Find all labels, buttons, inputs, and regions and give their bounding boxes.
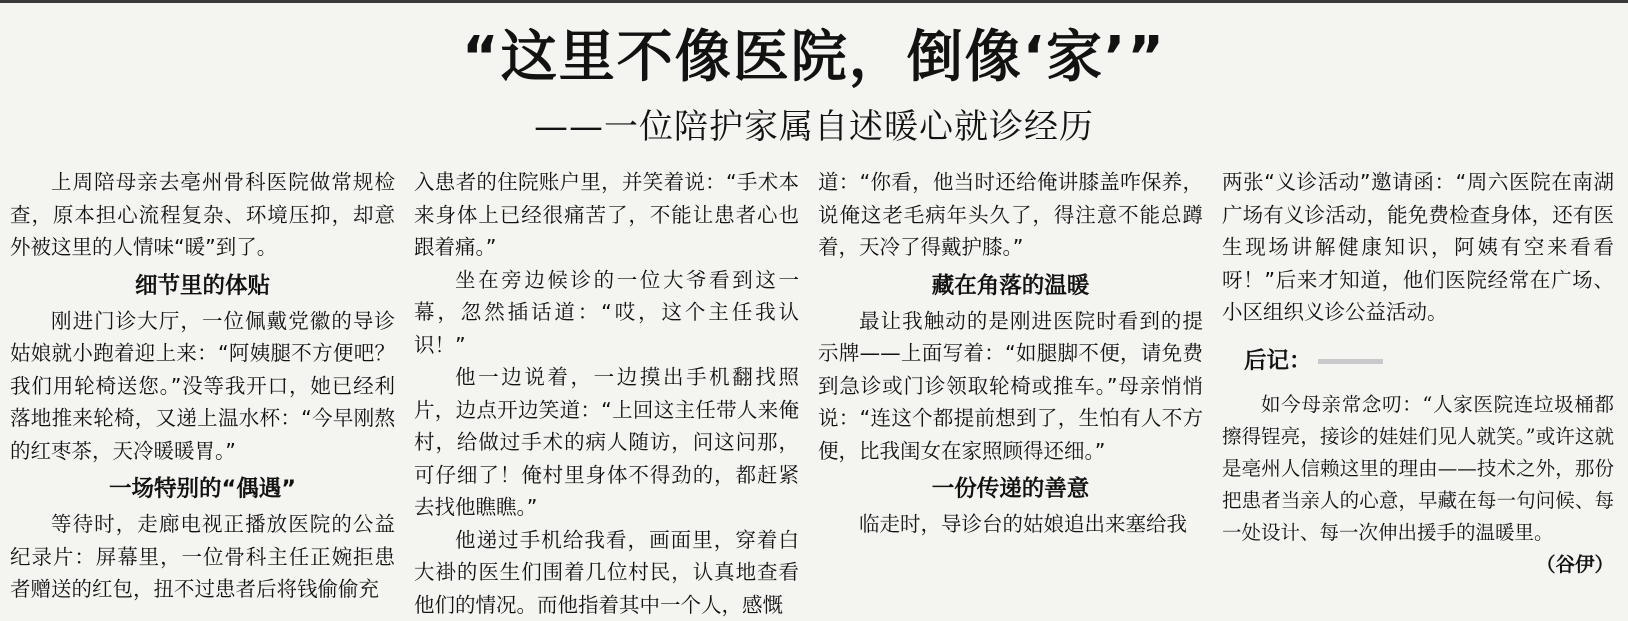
top-rule — [0, 0, 1628, 3]
section-heading: 藏在角落的温暖 — [818, 270, 1203, 302]
paragraph: 最让我触动的是刚进医院时看到的提示牌——上面写着：“如腿脚不便，请免费到急诊或门诊领取轮椅或推车。”母亲悄悄说：“连这个都提前想到了，生怕有人不方便，比我闺女在家照顾得还细。” — [818, 305, 1203, 468]
headline-title: “这里不像医院，倒像‘家’” — [0, 22, 1628, 94]
headline-subtitle: ——一位陪护家属自述暖心就诊经历 — [0, 105, 1628, 149]
paragraph: 两张“义诊活动”邀请函：“周六医院在南湖广场有义诊活动，能免费检查身体，还有医生现场讲解健康知识，阿姨有空来看看呀！”后来才知道，他们医院经常在广场、小区组织义诊公益活动。 — [1222, 166, 1614, 329]
article-column-2 — [414, 166, 799, 621]
paragraph: 上周陪母亲去亳州骨科医院做常规检查，原本担心流程复杂、环境压抑，却意外被这里的人情味“暖”到了。 — [10, 166, 395, 264]
redacted-mark — [1318, 359, 1383, 364]
article-column-3 — [818, 166, 1203, 541]
afterword-label: 后记： — [1244, 348, 1312, 374]
paragraph: 等待时，走廊电视正播放医院的公益纪录片：屏幕里，一位骨科主任正婉拒患者赠送的红包，扭不过患者后将钱偷偷充 — [10, 508, 395, 606]
section-heading: 一份传递的善意 — [818, 473, 1203, 505]
article-column-4 — [1222, 166, 1614, 581]
afterword-text: 如今母亲常念叨：“人家医院连垃圾桶都擦得锃亮，接诊的娃娃们见人就笑。”或许这就是亳州人信赖这里的理由——技术之外，那份把患者当亲人的心意，早藏在每一句问候、每一处设计、每一次伸出援手的温暖里。 — [1222, 393, 1614, 544]
paragraph: 入患者的住院账户里，并笑着说：“手术本来身体上已经很痛苦了，不能让患者心也跟着痛。” — [414, 166, 799, 264]
afterword-heading — [1244, 345, 1614, 377]
paragraph: 刚进门诊大厅，一位佩戴党徽的导诊姑娘就小跑着迎上来：“阿姨腿不方便吧？我们用轮椅送您。”没等我开口，她已经利落地推来轮椅，又递上温水杯：“今早刚熬的红枣茶，天冷暖暖胃。” — [10, 305, 395, 468]
afterword-paragraph — [1222, 389, 1614, 549]
article-column-1 — [10, 166, 395, 606]
section-heading: 细节里的体贴 — [10, 270, 395, 302]
paragraph: 他一边说着，一边摸出手机翻找照片，边点开边笑道：“上回这主任带人来俺村，给做过手术的病人随访，问这问那，可仔细了！俺村里身体不得劲的，都赶紧去找他瞧瞧。” — [414, 361, 799, 524]
paragraph: 他递过手机给我看，画面里，穿着白大褂的医生们围着几位村民，认真地查看他们的情况。而他指着其中一个人，感慨 — [414, 524, 799, 621]
paragraph: 道：“你看，他当时还给俺讲膝盖咋保养，说俺这老毛病年头久了，得注意不能总蹲着，天冷了得戴护膝。” — [818, 166, 1203, 264]
section-heading: 一场特别的“偶遇” — [10, 473, 395, 505]
author-byline: （谷伊） — [1497, 549, 1614, 581]
paragraph: 坐在旁边候诊的一位大爷看到这一幕，忽然插话道：“哎，这个主任我认识！” — [414, 264, 799, 362]
paragraph: 临走时，导诊台的姑娘追出来塞给我 — [818, 508, 1203, 541]
